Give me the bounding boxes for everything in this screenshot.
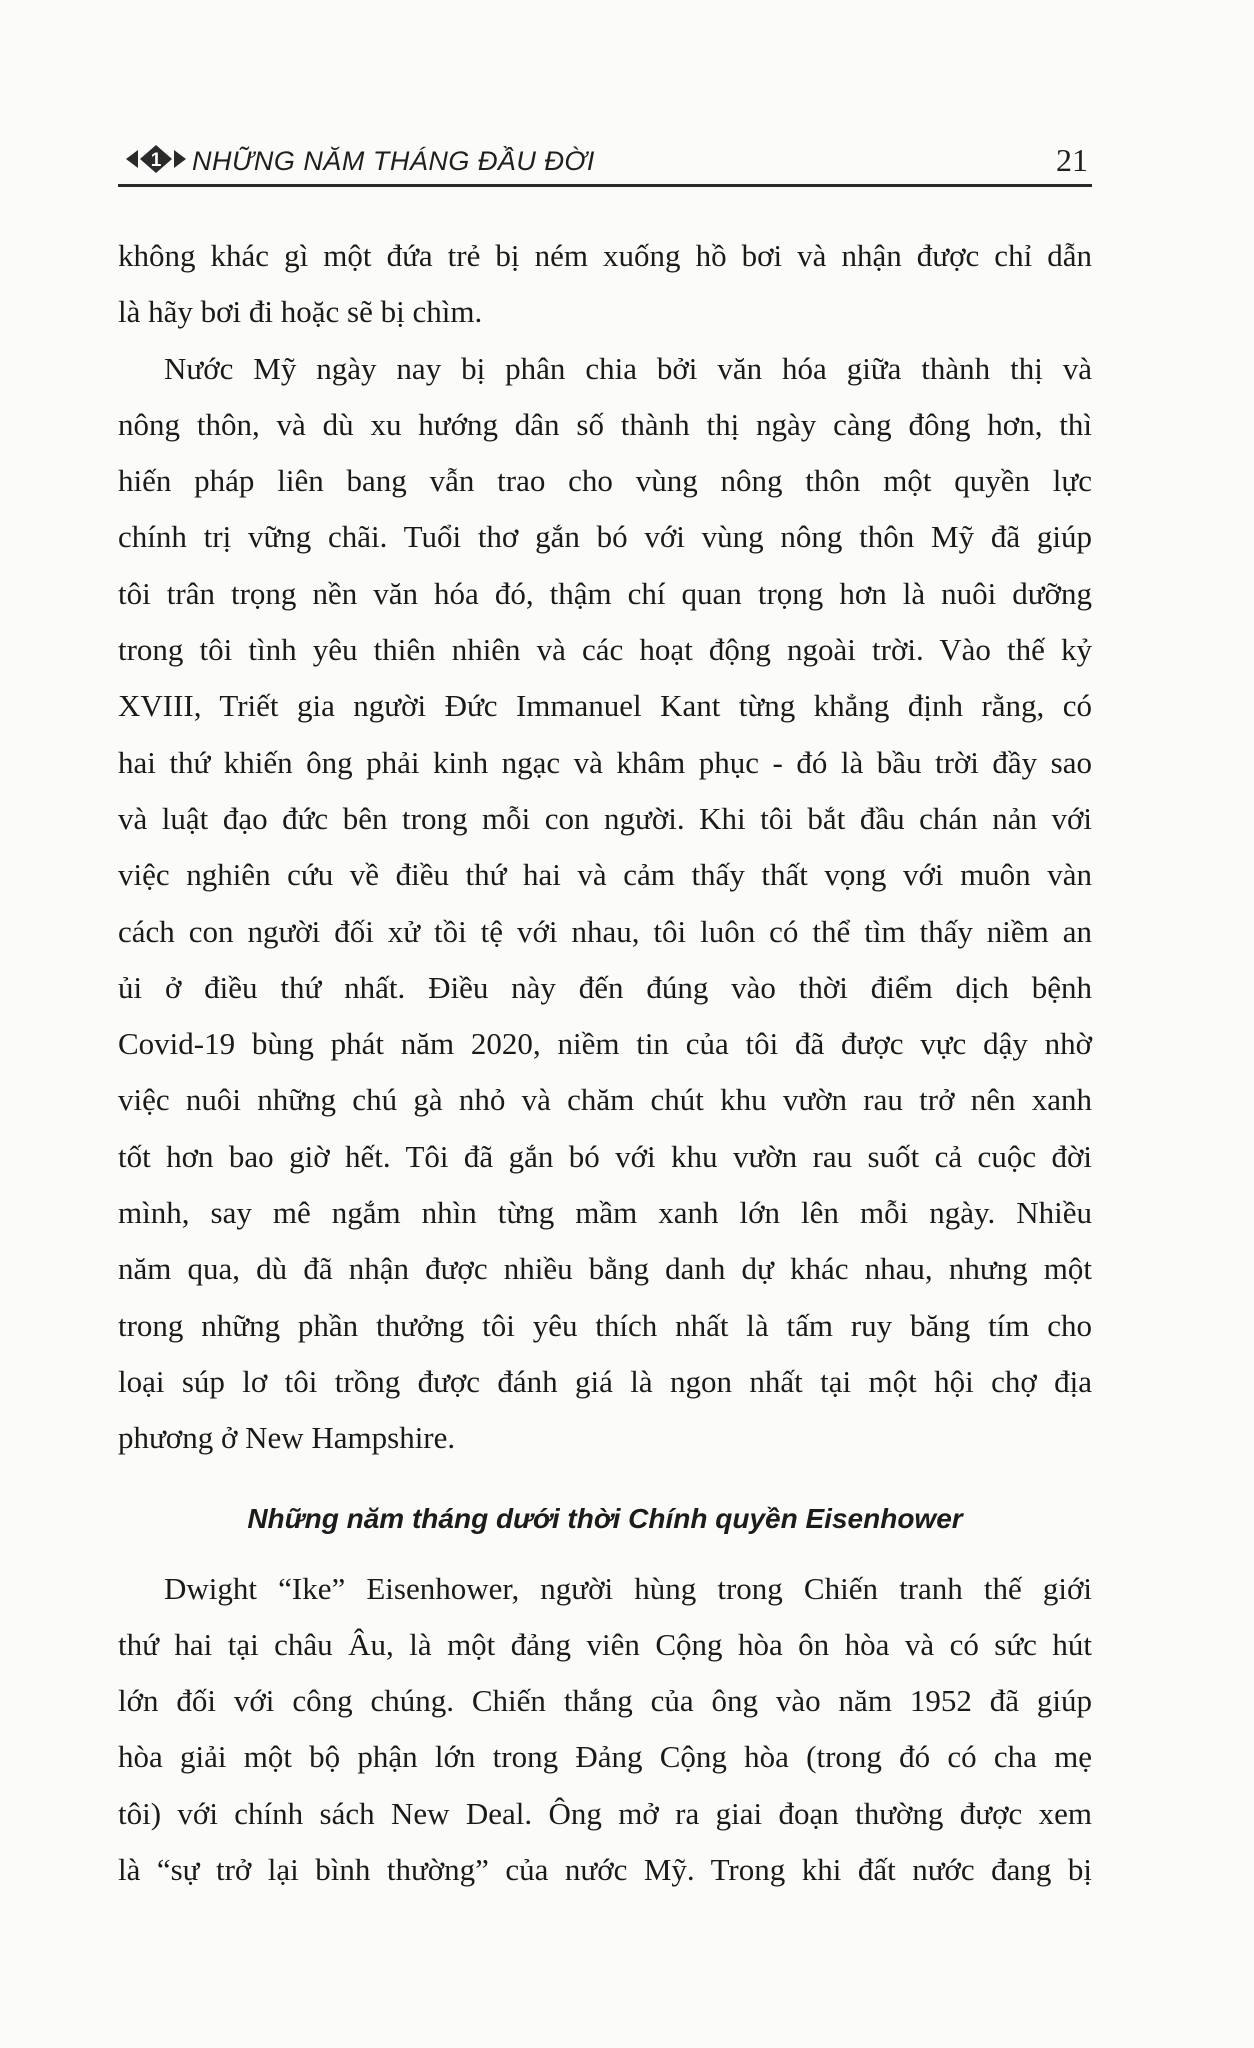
text-line: là hãy bơi đi hoặc sẽ bị chìm. — [118, 294, 483, 330]
section-heading: Những năm tháng dưới thời Chính quyền Eisenhower — [247, 1502, 963, 1534]
text-line: thứ hai tại châu Âu, là một đảng viên Cộng hòa ôn hòa và có sức hút — [118, 1626, 1092, 1662]
text-line: nông thôn, và dù xu hướng dân số thành thị ngày càng đông hơn, thì — [118, 406, 1092, 442]
text-line: việc nghiên cứu về điều thứ hai và cảm thấy thất vọng với muôn vàn — [118, 857, 1092, 893]
paragraph — [118, 1561, 1092, 1899]
text-line: lớn đối với công chúng. Chiến thắng của ông vào năm 1952 đã giúp — [118, 1683, 1092, 1719]
paragraph — [118, 341, 1092, 1467]
chapter-ornament-icon — [124, 144, 188, 174]
text-line: chính trị vững chãi. Tuổi thơ gắn bó với vùng nông thôn Mỹ đã giúp — [118, 519, 1092, 555]
chapter-badge — [124, 144, 188, 174]
running-header — [118, 130, 1092, 187]
text-line: tốt hơn bao giờ hết. Tôi đã gắn bó với khu vườn rau suốt cả cuộc đời — [118, 1138, 1092, 1174]
text-line: loại súp lơ tôi trồng được đánh giá là ngon nhất tại một hội chợ địa — [118, 1363, 1092, 1399]
text-line: hòa giải một bộ phận lớn trong Đảng Cộng hòa (trong đó có cha mẹ — [118, 1739, 1092, 1775]
text-line: năm qua, dù đã nhận được nhiều bằng danh dự khác nhau, nhưng một — [118, 1251, 1092, 1287]
chapter-number: 1 — [150, 150, 162, 171]
text-line: và luật đạo đức bên trong mỗi con người. Khi tôi bắt đầu chán nản với — [118, 800, 1092, 836]
text-line: tôi trân trọng nền văn hóa đó, thậm chí quan trọng hơn là nuôi dưỡng — [118, 575, 1092, 611]
page-number: 21 — [1056, 142, 1088, 178]
text-line: là “sự trở lại bình thường” của nước Mỹ. Trong khi đất nước đang bị — [118, 1852, 1092, 1888]
text-line: Covid-19 bùng phát năm 2020, niềm tin của tôi đã được vực dậy nhờ — [118, 1026, 1092, 1062]
text-line: mình, say mê ngắm nhìn từng mầm xanh lớn lên mỗi ngày. Nhiều — [118, 1195, 1092, 1231]
text-line: XVIII, Triết gia người Đức Immanuel Kant từng khẳng định rằng, có — [118, 688, 1092, 724]
text-line: việc nuôi những chú gà nhỏ và chăm chút khu vườn rau trở nên xanh — [118, 1082, 1092, 1118]
text-line: trong những phần thưởng tôi yêu thích nhất là tấm ruy băng tím cho — [118, 1307, 1092, 1343]
text-line: cách con người đối xử tồi tệ với nhau, tôi luôn có thể tìm thấy niềm an — [118, 913, 1092, 949]
text-line: hiến pháp liên bang vẫn trao cho vùng nông thôn một quyền lực — [118, 463, 1092, 499]
body-text — [118, 228, 1092, 1898]
text-line: tôi) với chính sách New Deal. Ông mở ra giai đoạn thường được xem — [118, 1795, 1092, 1831]
text-line: Dwight “Ike” Eisenhower, người hùng trong Chiến tranh thế giới — [164, 1570, 1092, 1606]
text-line: Nước Mỹ ngày nay bị phân chia bởi văn hóa giữa thành thị và — [164, 350, 1092, 386]
text-line: phương ở New Hampshire. — [118, 1420, 456, 1456]
chapter-title: NHỮNG NĂM THÁNG ĐẦU ĐỜI — [192, 146, 595, 176]
paragraph — [118, 228, 1092, 341]
text-line: hai thứ khiến ông phải kinh ngạc và khâm phục - đó là bầu trời đầy sao — [118, 744, 1092, 780]
text-line: trong tôi tình yêu thiên nhiên và các hoạt động ngoài trời. Vào thế kỷ — [118, 632, 1092, 668]
text-line: không khác gì một đứa trẻ bị ném xuống hồ bơi và nhận được chỉ dẫn — [118, 238, 1092, 273]
text-line: ủi ở điều thứ nhất. Điều này đến đúng vào thời điểm dịch bệnh — [118, 969, 1092, 1005]
